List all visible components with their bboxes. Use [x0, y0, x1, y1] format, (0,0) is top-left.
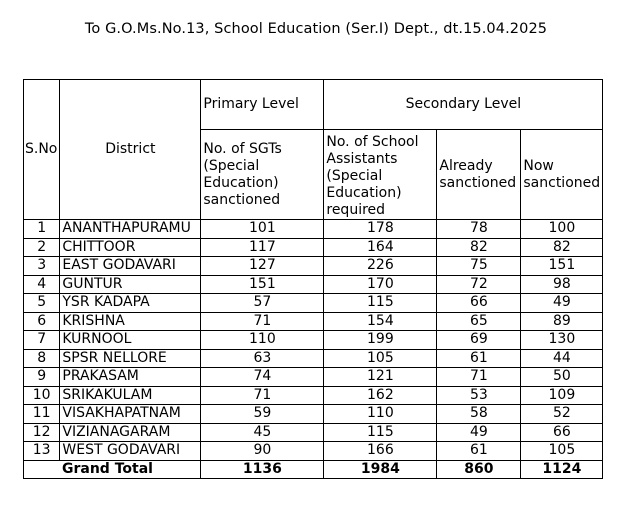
header-secondary-level: Secondary Level — [324, 80, 603, 130]
cell-sgts: 127 — [201, 257, 324, 276]
table-row — [24, 423, 603, 442]
cell-sgts: 74 — [201, 368, 324, 387]
cell-already-sanctioned: 53 — [437, 386, 521, 405]
table-body — [24, 80, 603, 479]
cell-sgts: 71 — [201, 312, 324, 331]
grand-total-sgts: 1136 — [201, 460, 324, 479]
cell-district: PRAKASAM — [60, 368, 201, 387]
cell-sgts: 117 — [201, 238, 324, 257]
cell-already-sanctioned: 65 — [437, 312, 521, 331]
cell-already-sanctioned: 58 — [437, 405, 521, 424]
cell-sno: 6 — [24, 312, 60, 331]
cell-district: SPSR NELLORE — [60, 349, 201, 368]
cell-sgts: 71 — [201, 386, 324, 405]
cell-school-assistants: 105 — [324, 349, 437, 368]
cell-already-sanctioned: 66 — [437, 294, 521, 313]
cell-now-sanctioned: 50 — [521, 368, 603, 387]
cell-sgts: 151 — [201, 275, 324, 294]
cell-already-sanctioned: 82 — [437, 238, 521, 257]
header-sno: S.No — [24, 80, 60, 220]
cell-already-sanctioned: 61 — [437, 349, 521, 368]
table-row — [24, 238, 603, 257]
header-primary-level: Primary Level — [201, 80, 324, 130]
cell-already-sanctioned: 75 — [437, 257, 521, 276]
cell-now-sanctioned: 66 — [521, 423, 603, 442]
cell-now-sanctioned: 105 — [521, 442, 603, 461]
table-row — [24, 405, 603, 424]
cell-now-sanctioned: 100 — [521, 220, 603, 239]
cell-district: GUNTUR — [60, 275, 201, 294]
cell-now-sanctioned: 44 — [521, 349, 603, 368]
document-title: To G.O.Ms.No.13, School Education (Ser.I) Dept., dt.15.04.2025 — [84, 21, 548, 37]
cell-school-assistants: 226 — [324, 257, 437, 276]
table-row — [24, 386, 603, 405]
cell-sno: 5 — [24, 294, 60, 313]
cell-school-assistants: 121 — [324, 368, 437, 387]
header-district: District — [60, 80, 201, 220]
cell-already-sanctioned: 49 — [437, 423, 521, 442]
cell-now-sanctioned: 130 — [521, 331, 603, 350]
cell-sno: 12 — [24, 423, 60, 442]
cell-already-sanctioned: 69 — [437, 331, 521, 350]
grand-total-now: 1124 — [521, 460, 603, 479]
cell-sno: 10 — [24, 386, 60, 405]
cell-already-sanctioned: 78 — [437, 220, 521, 239]
cell-now-sanctioned: 109 — [521, 386, 603, 405]
header-now-sanctioned: Now sanctioned — [521, 130, 603, 220]
cell-sno: 13 — [24, 442, 60, 461]
table-row — [24, 442, 603, 461]
cell-sgts: 110 — [201, 331, 324, 350]
table-row — [24, 257, 603, 276]
cell-district: KRISHNA — [60, 312, 201, 331]
cell-school-assistants: 110 — [324, 405, 437, 424]
grand-total-already: 860 — [437, 460, 521, 479]
cell-sno: 7 — [24, 331, 60, 350]
cell-district: KURNOOL — [60, 331, 201, 350]
cell-school-assistants: 154 — [324, 312, 437, 331]
cell-now-sanctioned: 82 — [521, 238, 603, 257]
cell-school-assistants: 166 — [324, 442, 437, 461]
header-already-sanctioned: Already sanctioned — [437, 130, 521, 220]
cell-already-sanctioned: 71 — [437, 368, 521, 387]
cell-sno: 3 — [24, 257, 60, 276]
cell-now-sanctioned: 52 — [521, 405, 603, 424]
cell-now-sanctioned: 49 — [521, 294, 603, 313]
cell-sno: 2 — [24, 238, 60, 257]
cell-sno: 1 — [24, 220, 60, 239]
cell-school-assistants: 162 — [324, 386, 437, 405]
cell-sno: 8 — [24, 349, 60, 368]
header-row-top — [24, 80, 603, 130]
cell-already-sanctioned: 72 — [437, 275, 521, 294]
cell-sgts: 45 — [201, 423, 324, 442]
cell-school-assistants: 199 — [324, 331, 437, 350]
cell-district: VIZIANAGARAM — [60, 423, 201, 442]
cell-school-assistants: 164 — [324, 238, 437, 257]
cell-district: VISAKHAPATNAM — [60, 405, 201, 424]
cell-district: WEST GODAVARI — [60, 442, 201, 461]
cell-school-assistants: 115 — [324, 423, 437, 442]
cell-school-assistants: 115 — [324, 294, 437, 313]
cell-now-sanctioned: 89 — [521, 312, 603, 331]
header-school-assistants: No. of School Assistants (Special Education) required — [324, 130, 437, 220]
cell-sno: 4 — [24, 275, 60, 294]
table-row — [24, 294, 603, 313]
cell-school-assistants: 178 — [324, 220, 437, 239]
grand-total-label: Grand Total — [24, 460, 201, 479]
cell-sgts: 101 — [201, 220, 324, 239]
grand-total-row — [24, 460, 603, 479]
grand-total-school-assistants: 1984 — [324, 460, 437, 479]
cell-sgts: 57 — [201, 294, 324, 313]
table-row — [24, 331, 603, 350]
table-row — [24, 368, 603, 387]
cell-district: YSR KADAPA — [60, 294, 201, 313]
cell-sno: 11 — [24, 405, 60, 424]
table-row — [24, 349, 603, 368]
sanction-table — [23, 79, 603, 479]
cell-district: SRIKAKULAM — [60, 386, 201, 405]
cell-district: EAST GODAVARI — [60, 257, 201, 276]
cell-sgts: 63 — [201, 349, 324, 368]
cell-school-assistants: 170 — [324, 275, 437, 294]
cell-now-sanctioned: 151 — [521, 257, 603, 276]
table-row — [24, 312, 603, 331]
cell-sgts: 90 — [201, 442, 324, 461]
table-row — [24, 275, 603, 294]
cell-district: ANANTHAPURAMU — [60, 220, 201, 239]
cell-district: CHITTOOR — [60, 238, 201, 257]
cell-sgts: 59 — [201, 405, 324, 424]
cell-now-sanctioned: 98 — [521, 275, 603, 294]
header-sgts: No. of SGTs (Special Education) sanctioned — [201, 130, 324, 220]
table-row — [24, 220, 603, 239]
cell-already-sanctioned: 61 — [437, 442, 521, 461]
cell-sno: 9 — [24, 368, 60, 387]
